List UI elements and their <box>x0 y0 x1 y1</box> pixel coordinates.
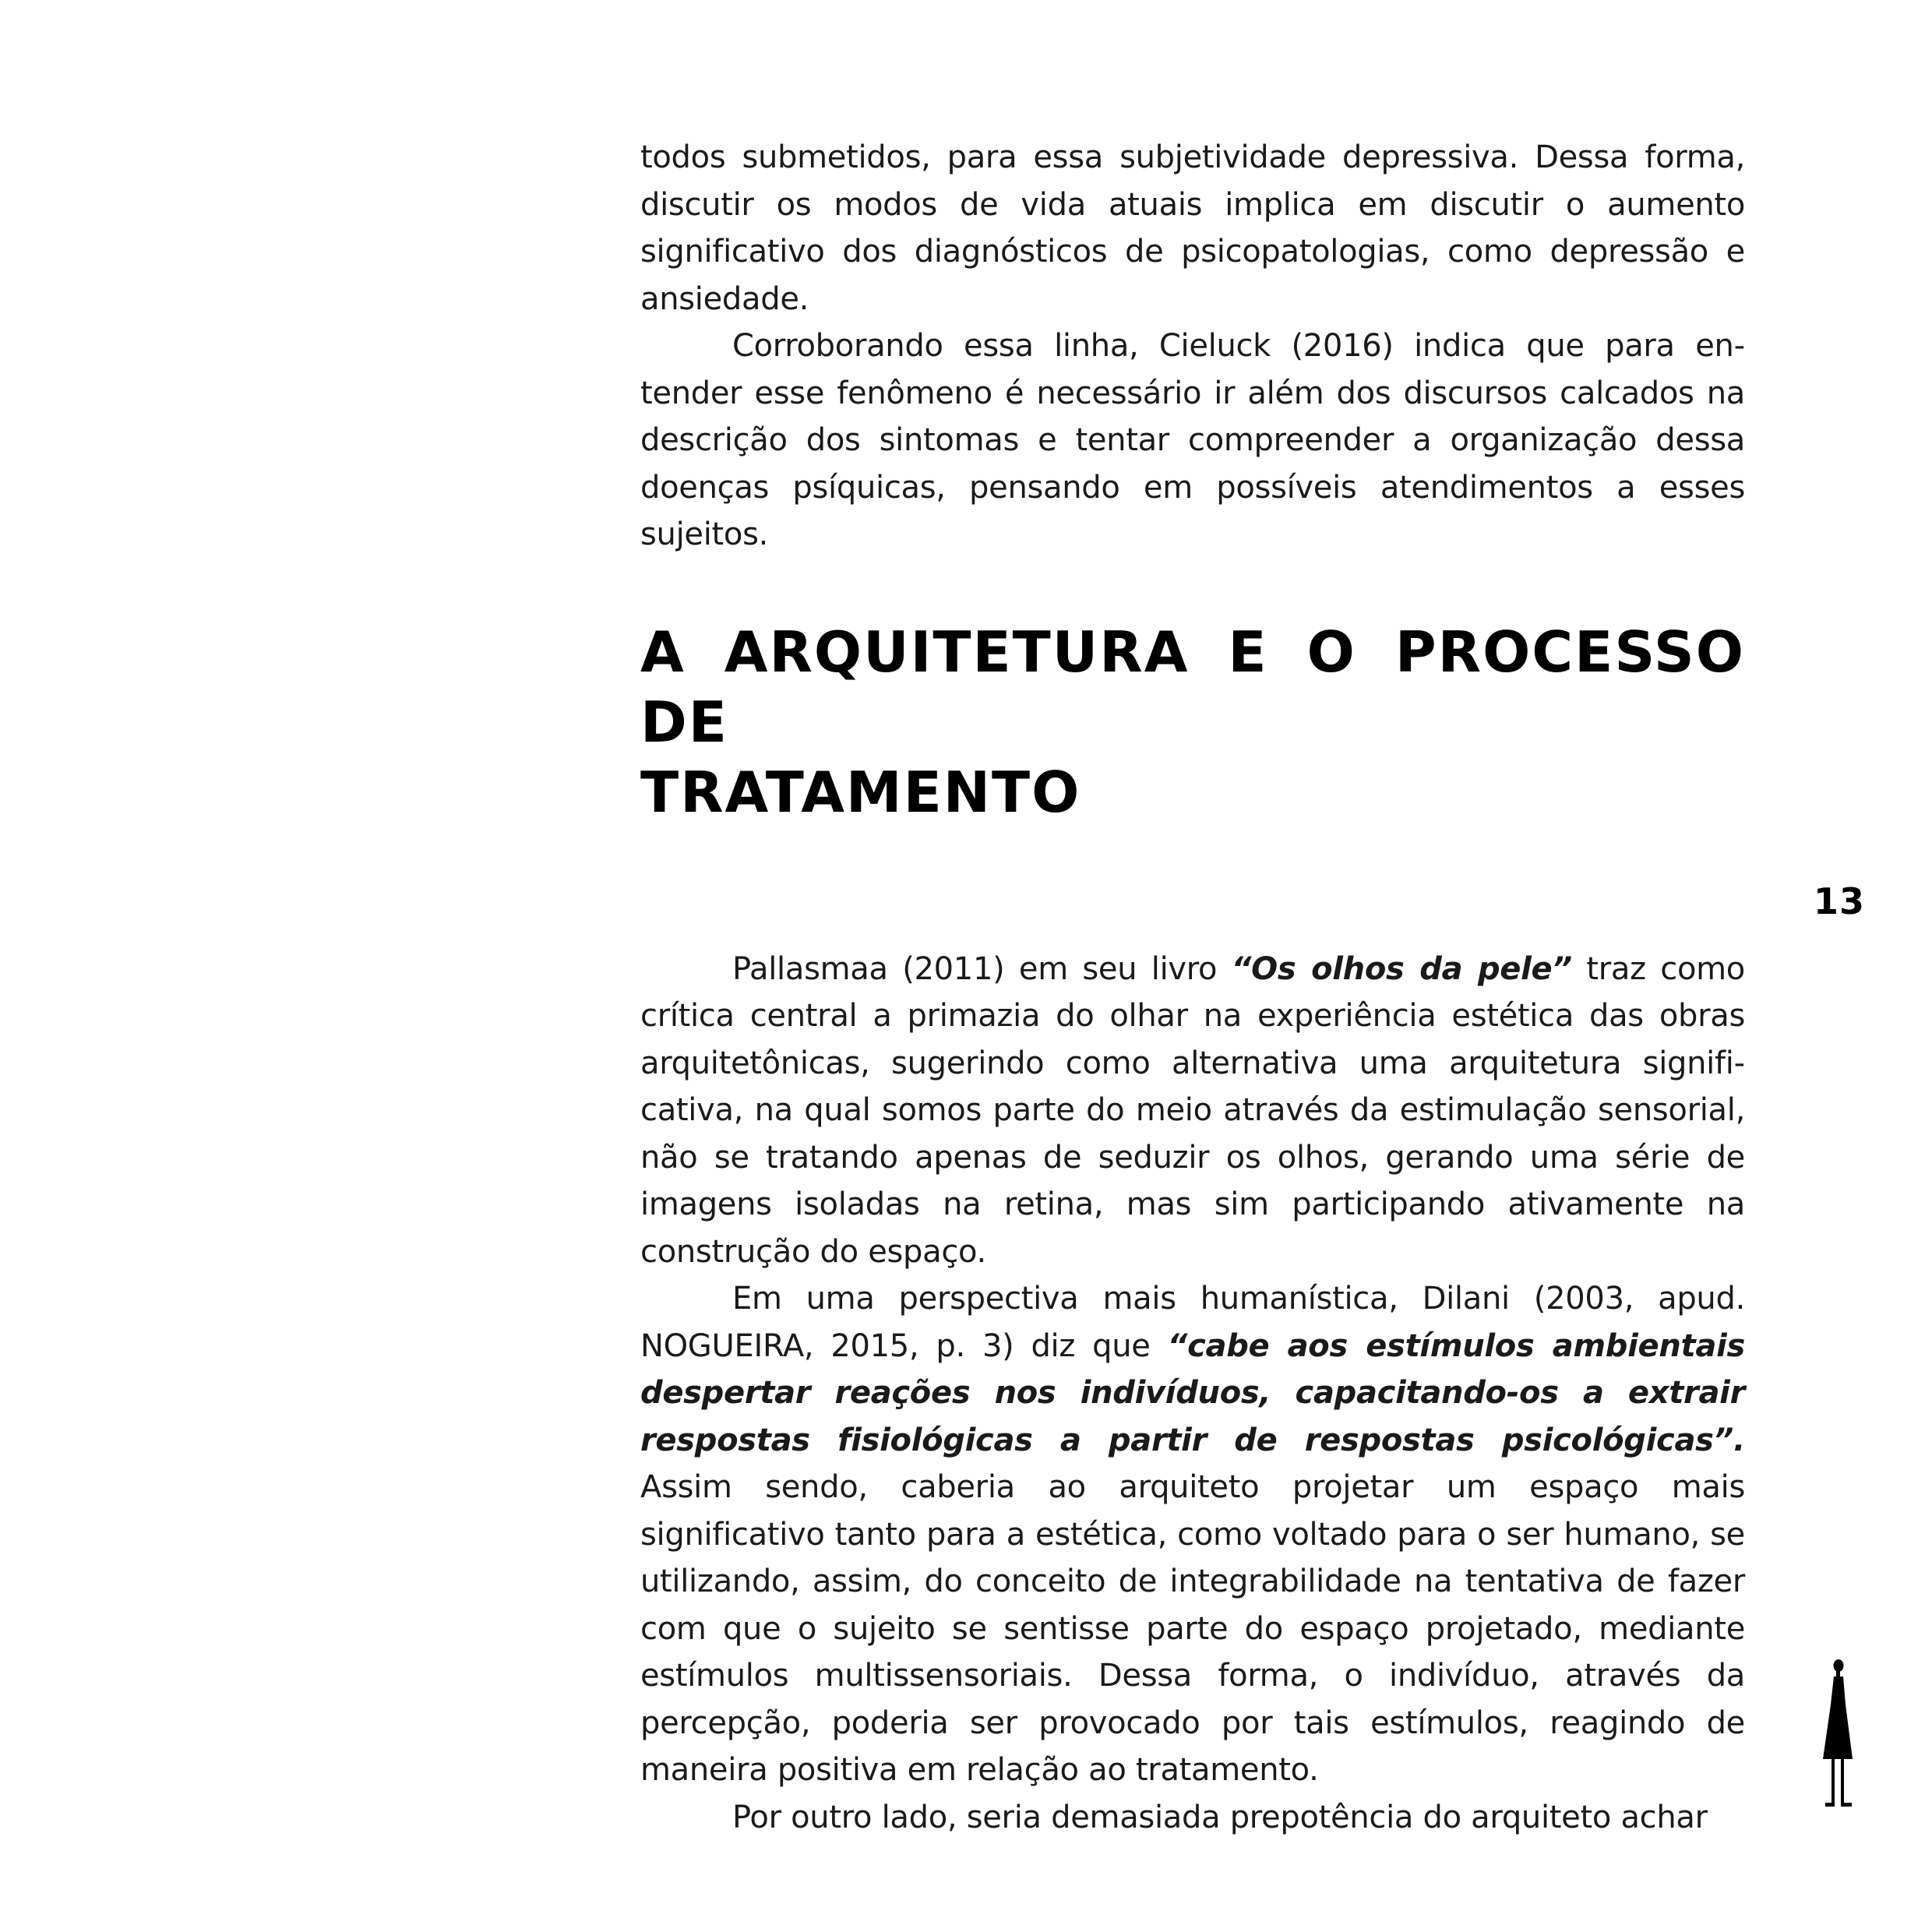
standing-person-silhouette-icon <box>1814 1658 1860 1814</box>
paragraph-3-intro: Pallasmaa (2011) em seu livro <box>732 950 1232 987</box>
paragraph-3-body: traz como crítica central a primazia do olhar na experiência estética das obras arquitetônicas, sugerindo como alternativa uma arquitetura significativa, na qual somos parte do meio através da estimulação sensorial, não se tratando apenas de seduzir os olhos, gerando uma série de imagens isoladas na retina, mas sim participando ativamente na construção do espaço. <box>640 950 1745 1270</box>
text-column <box>640 134 1745 1841</box>
paragraph-4-body: Assim sendo, caberia ao arquiteto projetar um espaço mais significativo tanto para a estética, como voltado para o ser humano, se utilizando, assim, do conceito de integrabilidade na tentativa de fazer com que o sujeito se sentisse parte do espaço projetado, mediante estímulos multissensoriais. Dessa forma, o indivíduo, através da percepção, poderia ser provocado por tais estímulos, reagindo de maneira positiva em relação ao tratamento. <box>640 1469 1745 1788</box>
paragraph-1: todos submetidos, para essa subjetividade depressiva. Dessa forma, discutir os modos de vida atuais implica em discutir o aumento significativo dos diagnósticos de psicopatologias, como depressão e ansiedade. <box>640 139 1745 317</box>
dilani-quote: “cabe aos estímulos ambientais despertar reações nos indivíduos, capacitando-os a extrair respostas fisiológicas a partir de respostas psicológicas”. <box>640 1327 1745 1458</box>
paragraph-5: Por outro lado, seria demasiada prepotência do arquiteto achar <box>732 1799 1708 1835</box>
section-heading <box>640 617 1745 827</box>
paragraph-2: Corroborando essa linha, Cieluck (2016) indica que para entender esse fenômeno é necessário ir além dos discursos calcados na descrição dos sintomas e tentar compreender a organização dessa doenças psíquicas, pensando em possíveis atendimentos a esses sujeitos. <box>640 328 1745 552</box>
book-title-quote: “Os olhos da pele” <box>1231 950 1572 987</box>
paragraph-4 <box>640 1275 1745 1794</box>
paragraph-4-intro: Em uma perspectiva mais humanística, Dilani (2003, apud. NOGUEIRA, 2015, p. 3) diz que <box>640 1281 1745 1364</box>
section-heading-line-2: TRATAMENTO <box>640 759 1081 825</box>
page-number: 13 <box>1814 880 1866 922</box>
paragraph-3 <box>640 946 1745 1276</box>
section-spacer <box>640 827 1745 946</box>
section-heading-line-1: A ARQUITETURA E O PROCESSO DE <box>640 619 1745 755</box>
